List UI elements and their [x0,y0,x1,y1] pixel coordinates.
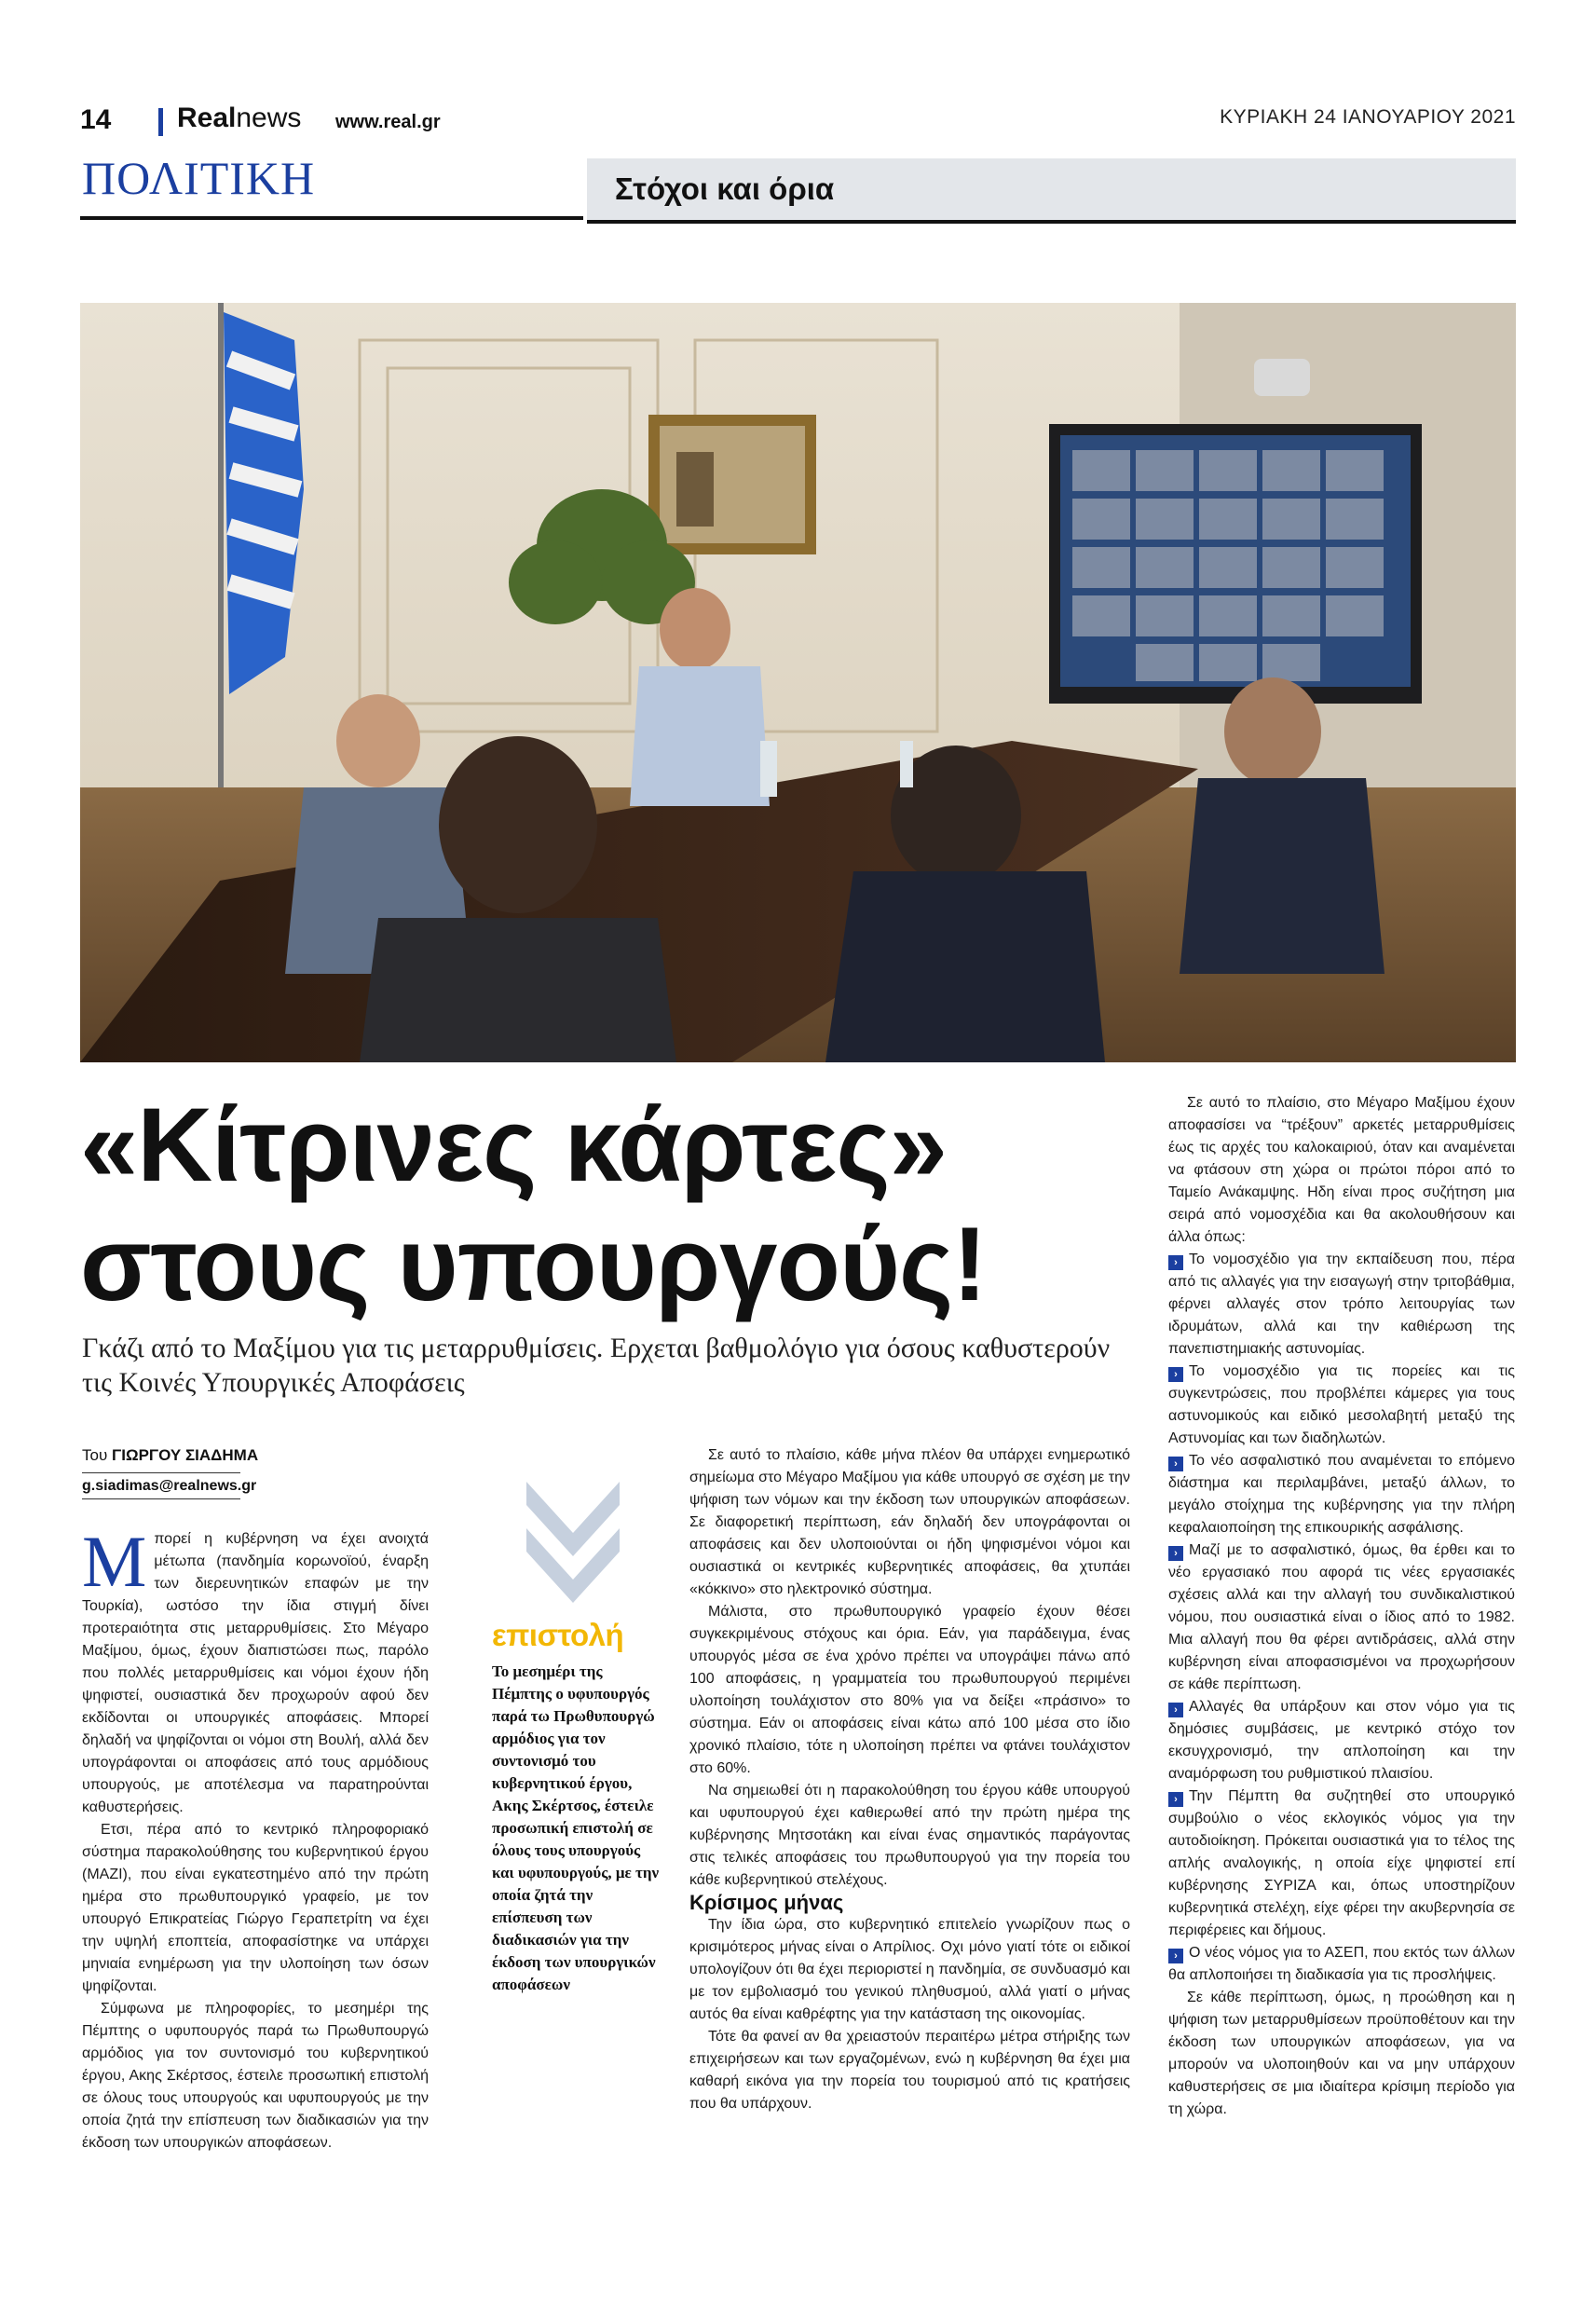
author-email[interactable]: g.siadimas@realnews.gr [82,1478,257,1494]
issue-date: ΚΥΡΙΑΚΗ 24 ΙΑΝΟΥΑΡΙΟΥ 2021 [1220,106,1516,128]
bullet-text: Μαζί με το ασφαλιστικό, όμως, θα έρθει και το νέο εργασιακό που αφορά τις νέες εργασιακές σχέσεις αλλά και την αλλαγή του συνδικαλιστικού νόμου, που ουσιαστικά είναι ο ίδιος από το 1982. Μια αλλαγή που θα φέρει αντιδράσεις, αλλά στην κυβέρνηση είναι αποφασισμένοι να προχωρήσουν σε κάθε περίπτωση. [1168,1542,1515,1692]
paragraph: Μάλιστα, στο πρωθυπουργικό γραφείο έχουν θέσει συγκεκριμένους στόχους και όρια. Εάν, για παράδειγμα, ένας υπουργός μέσα σε ένα χρόνο πρέπει να υπογράψει πάνω από 100 αποφάσεις, η γραμματεία του πρωθυπουργού περιμένει υλοποίηση τουλάχιστον στο 80% για να δείξει «πράσινο» το σύστημα. Εάν οι αποφάσεις είναι κάτω από 100 μέσα στο ίδιο χρονικό πλαίσιο, τότε η υλοποίηση πρέπει να φτάνει τουλάχιστον στο 60%. [689,1604,1130,1776]
paragraph: Ετσι, πέρα από το κεντρικό πληροφοριακό σύστημα παρακολούθησης του κυβερνητικού έργου (ΜΑΖΙ), που είναι εγκατεστημένο από την πρώτη ημέρα στο πρωθυπουργικό γραφείο, με τον υπουργό Επικρατείας Γιώργο Γεραπετρίτη να έχει την υψηλή εποπτεία, αποφασίστηκε να υπάρχει μηνιαία ενημέρωση για την υλοποίηση των όσων ψηφίζονται. [82,1822,429,1994]
bullet-text: Το νέο ασφαλιστικό που αναμένεται το επόμενο διάστημα και περιλαμβάνει, μεταξύ άλλων, το μεγάλο στοίχημα της κυβέρνησης για την πλήρη κεφαλαιοποίηση της επικουρικής ασφάλισης. [1168,1453,1515,1536]
paragraph-text: πορεί η κυβέρνηση να έχει ανοιχτά μέτωπα (πανδημία κορωνοϊού, έναρξη των διερευνητικών επαφών με την Τουρκία), ωστόσο την ίδια στιγμή δίνει προτεραιότητα στις μεταρρυθμίσεις. Στο Μέγαρο Μαξίμου, όμως, έχουν διαπιστώσει πως, παρόλο που πολλές μεταρρυθμίσεις και νόμοι έχουν ήδη ψηφιστεί, ουσιαστικά δεν προχωρούν αφού δεν εκδίδονται οι υπουργικές αποφάσεις. Μπορεί δηλαδή να ψηφίζονται οι νόμοι στη Βουλή, αλλά δεν υπογράφονται οι αποφάσεις από τους αρμόδιους υπουργούς, με αποτέλεσμα να παρατηρούνται καθυστερήσεις. [82,1531,429,1815]
email-rule [82,1498,240,1499]
bullet-text: Το νομοσχέδιο για την εκπαίδευση που, πέρα από τις αλλαγές για την εισαγωγή στην τριτοβάθμια, φέρνει αλλαγές στον τρόπο λειτουργίας των ιδρυμάτων, αλλά και την καθιέρωση της πανεπιστημιακής αστυνομίας. [1168,1252,1515,1357]
bullet-text: Αλλαγές θα υπάρξουν και στον νόμο για τις δημόσιες συμβάσεις, με κεντρικό στόχο τον εκσυγχρονισμό, την απλοποίηση και την αναμόρφωση του ρυθμιστικού πλαισίου. [1168,1699,1515,1782]
chevron-down-icon [522,1477,624,1612]
paragraph: Σε αυτό το πλαίσιο, στο Μέγαρο Μαξίμου έχουν αποφασίσει να “τρέξουν” αρκετές μεταρρυθμίσεις έως τις αρχές του καλοκαιριού, όταν και αναμένεται να φτάσουν στη χώρα οι πρώτοι πόροι από το Ταμείο Ανάκαμψης. Ηδη είναι προς συζήτηση μια σειρά από νομοσχέδια και θα ακολουθήσουν και άλλα όπως: [1168,1095,1515,1245]
bullet-item [1168,1539,1515,1696]
section-rule [80,216,583,220]
bullet-item [1168,1361,1515,1450]
paragraph: Σε αυτό το πλαίσιο, κάθε μήνα πλέον θα υπάρχει ενημερωτικό σημείωμα στο Μέγαρο Μαξίμου για κάθε υπουργό σε σχέση με την ψήφιση των νόμων και την έκδοση των υπουργικών αποφάσεων. Σε διαφορετική περίπτωση, εάν δηλαδή δεν υπογράφονται οι αποφάσεις και δεν υλοποιούνται οι ήδη ψηφισμένοι νόμοι και ουσιαστικά οι κεντρικές κυβερνητικές αποφάσεις, θα χτυπάει «κόκκινο» στο ηλεκτρονικό σύστημα. [689,1447,1130,1597]
headline [80,1086,1133,1324]
byline-rule [82,1472,240,1473]
arrow-right-icon: › [1168,1792,1183,1807]
bullet-item [1168,1249,1515,1361]
column-4 [1168,1092,1515,2121]
section-title: ΠΟΛΙΤΙΚΗ [82,152,316,204]
brand-real: Real [177,103,237,133]
letter-label: επιστολή [492,1618,624,1652]
paragraph: Τότε θα φανεί αν θα χρειαστούν περαιτέρω μέτρα στήριξης των επιχειρήσεων και των εργαζομένων, ενώ η κυβέρνηση θα έχει μια καθαρή εικόνα για την πορεία του τουρισμού από τις κρατήσεις που θα υπάρχουν. [689,2029,1130,2112]
kicker: Στόχοι και όρια [615,171,835,206]
byline-name: ΓΙΩΡΓΟΥ ΣΙΑΔΗΜΑ [112,1446,259,1464]
double-chevron-icon [522,1477,624,1607]
arrow-right-icon: › [1168,1703,1183,1717]
header-divider [158,108,163,136]
paragraph: Σε κάθε περίπτωση, όμως, η προώθηση και η ψήφιση των μεταρρυθμίσεων προϋποθέτουν και την έκδοση των υπουργικών αποφάσεων, για να μπορούν να υλοποιηθούν και να μην υπάρχουν καθυστερήσεις σε μια ιδιαίτερα κρίσιμη περίοδο για τη χώρα. [1168,1990,1515,2117]
paragraph [82,1521,429,1819]
brand-news: news [236,103,302,133]
byline-prefix: Του [82,1446,108,1464]
page-number: 14 [80,104,112,135]
subhead: Γκάζι από το Μαξίμου για τις μεταρρυθμίσεις. Ερχεται βαθμολόγιο για όσους καθυστερούν τις Κοινές Υπουργικές Αποφάσεις [82,1333,1111,1398]
bullet-text: Την Πέμπτη θα συζητηθεί στο υπουργικό συμβούλιο ο νέος εκλογικός νόμος για την αυτοδιοίκηση. Πρόκειται ουσιαστικά για το τέλος της απλής αναλογικής, η οποία είχε ψηφιστεί επί κυβέρνησης ΣΥΡΙΖΑ και, όπως υποστηρίζουν κυβερνητικά στελέχη, είχε φέρει την ακυβερνησία σε περιφέρειες και δήμους. [1168,1788,1515,1938]
paragraph: Την ίδια ώρα, στο κυβερνητικό επιτελείο γνωρίζουν πως ο κρισιμότερος μήνας είναι ο Απρίλιος. Οχι μόνο γιατί τότε οι ειδικοί υπολογίζουν ότι θα έχει περιοριστεί η πανδημία, σε συνδυασμό και με τον εμβολιασμό του γενικού πληθυσμού, αλλά γιατί ο μήνας αυτός θα είναι καθρέφτης για την κατάσταση της οικονομίας. [689,1917,1130,2022]
arrow-right-icon: › [1168,1367,1183,1382]
byline [82,1446,258,1465]
letter-text: Το μεσημέρι της Πέμπτης ο υφυπουργός παρά τω Πρωθυπουργώ αρμόδιος για τον συντονισμό του κυβερνητικού έργου, Ακης Σκέρτσος, έστειλε προσωπική επιστολή σε όλους τους υπουργούς και υφυπουργούς, με την οποία ζητά την επίσπευση των διαδικασιών για την έκδοση των υπουργικών αποφάσεων [492,1662,660,1993]
bullet-item [1168,1696,1515,1785]
meeting-photo-illustration [80,303,1516,1062]
meeting-photo [80,303,1516,1062]
paragraph: Να σημειωθεί ότι η παρακολούθηση του έργου κάθε υπουργού και υφυπουργού έχει καθιερωθεί από την πρώτη ημέρα της κυβέρνησης Μητσοτάκη και είναι ένας σημαντικός παράγοντας στις τελικές αποφάσεις του πρωθυπουργού για την πορεία του κάθε κυβερνητικού στελέχους. [689,1783,1130,1888]
bullet-item [1168,1450,1515,1539]
bullet-item [1168,1942,1515,1987]
paragraph: Σύμφωνα με πληροφορίες, το μεσημέρι της Πέμπτης ο υφυπουργός παρά τω Πρωθυπουργώ αρμόδιος για τον συντονισμό του κυβερνητικού έργου, Ακης Σκέρτσος, έστειλε προσωπική επιστολή σε όλους τους υπουργούς και υφυπουργούς με την οποία ζητά την επίσπευση των διαδικασιών για την έκδοση των υπουργικών αποφάσεων. [82,2001,429,2151]
arrow-right-icon: › [1168,1255,1183,1270]
bullet-text: Ο νέος νόμος για το ΑΣΕΠ, που εκτός των άλλων θα απλοποιήσει τη διαδικασία για τις προσλήψεις. [1168,1945,1515,1983]
site-url: www.real.gr [335,112,441,132]
bullet-item [1168,1785,1515,1942]
headline-line-2: στους υπουργούς! [80,1206,987,1322]
column-3 [689,1444,1130,2115]
bullet-text: Το νομοσχέδιο για τις πορείες και τις συγκεντρώσεις, που προβλέπει κάμερες για τους αστυνομικούς και ειδικό μεσολαβητή μεταξύ της Αστυνομίας και των διαδηλωτών. [1168,1363,1515,1446]
subtitle: Κρίσιμος μήνας [689,1891,844,1914]
dropcap: Μ [82,1521,147,1602]
arrow-right-icon: › [1168,1949,1183,1963]
brand-logo [177,103,301,134]
headline-line-1: «Κίτρινες κάρτες» [80,1087,947,1203]
column-1 [82,1521,429,2155]
arrow-right-icon: › [1168,1457,1183,1471]
arrow-right-icon: › [1168,1546,1183,1561]
